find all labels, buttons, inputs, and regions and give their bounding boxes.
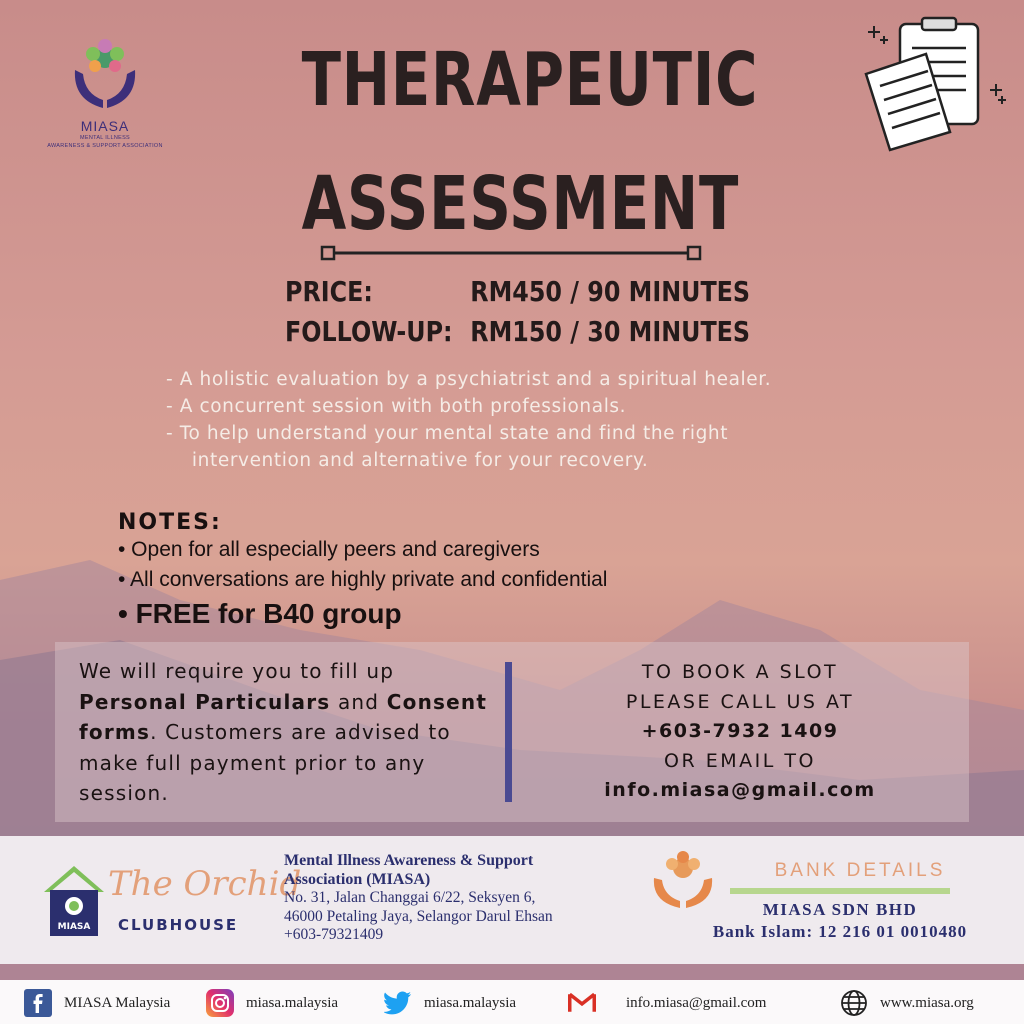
address-phone: +603-79321409 [284,926,384,943]
notes-section [118,510,607,633]
followup-label: FOLLOW-UP: [285,315,453,348]
gmail-icon [568,989,596,1017]
social-label: miasa.malaysia [246,994,339,1011]
social-instagram[interactable] [206,990,338,1016]
org-name: Mental Illness Awareness & Support [284,852,534,869]
booking-phone[interactable] [525,717,955,747]
price-row [285,274,750,314]
req-bold: Consent forms [79,689,488,744]
description-item: - A holistic evaluation by a psychiatrist and a spiritual healer. [166,369,772,390]
bank-account: Bank Islam: 12 216 01 0010480 [712,922,968,941]
description-item: - A concurrent session with both professionals. [166,396,627,417]
logo-subtitle-2: AWARENESS & SUPPORT ASSOCIATION [47,143,163,149]
footer [0,836,1024,964]
title-line-1: THERAPEUTIC [301,37,759,123]
requirements-text [79,656,499,809]
bank-name: MIASA SDN BHD [762,900,918,919]
info-divider [505,662,512,802]
social-facebook[interactable] [24,990,170,1016]
phone-link[interactable]: +603-7932 1409 [641,720,839,742]
logo-subtitle-1: MENTAL ILLNESS [79,135,131,141]
notes-heading: NOTES: [118,510,222,535]
miasa-hands-icon [65,30,145,116]
social-gmail[interactable] [568,990,766,1016]
orchid-script: The Orchid [108,864,302,904]
price-value: RM450 / 90 MINUTES [470,275,751,308]
title-divider [320,244,704,262]
bank-heading: BANK DETAILS [774,860,946,881]
req-bold: Personal Particulars [79,689,331,714]
booking-line: PLEASE CALL US AT [625,690,855,713]
description-list [166,366,771,474]
booking-line: OR EMAIL TO [664,749,816,772]
social-website[interactable] [840,990,974,1016]
logo-name: MIASA [80,118,130,134]
notes-item: • All conversations are highly private and confidential [118,568,608,591]
social-label: info.miasa@gmail.com [626,994,767,1011]
email-link[interactable]: info.miasa@gmail.com [604,779,876,801]
pricing-block [285,274,750,354]
booking-line: TO BOOK A SLOT [641,661,839,683]
social-twitter[interactable] [384,990,516,1016]
price-label: PRICE: [285,275,373,308]
title-line-2: ASSESSMENT [301,161,740,247]
req-text: We will require you to fill up [79,659,395,683]
req-text: and [330,689,387,714]
address-block [284,852,553,945]
followup-value: RM150 / 30 MINUTES [470,315,751,348]
bank-underline [730,888,950,894]
instagram-icon [206,989,234,1017]
bank-details [690,860,990,944]
social-label: www.miasa.org [880,994,974,1011]
org-name: Association (MIASA) [284,870,431,888]
followup-row [285,314,750,354]
facebook-icon [24,989,52,1017]
social-bar [0,980,1024,1024]
description-item: - To help understand your mental state and find the right [166,423,729,444]
twitter-icon [384,989,412,1017]
globe-icon [840,989,868,1017]
info-box [55,642,969,822]
booking-block [525,658,955,806]
address-line: No. 31, Jalan Changgai 6/22, Seksyen 6, [284,889,536,906]
notes-item: • Open for all especially peers and caregivers [118,538,540,561]
miasa-logo [30,30,180,160]
address-line: 46000 Petaling Jaya, Selangor Darul Ehsan [284,907,553,925]
clubhouse-label: CLUBHOUSE [118,916,239,934]
social-label: miasa.malaysia [424,994,517,1011]
clipboard-icon [856,14,1016,154]
booking-email[interactable] [525,776,955,806]
notes-highlight: • FREE for B40 group [118,598,402,629]
description-item: intervention and alternative for your recovery. [166,450,649,471]
page-title [301,18,759,266]
req-text: . Customers are advised to make full payment prior to any session. [79,720,451,805]
badge-text: MIASA [57,922,91,932]
social-label: MIASA Malaysia [64,994,171,1011]
